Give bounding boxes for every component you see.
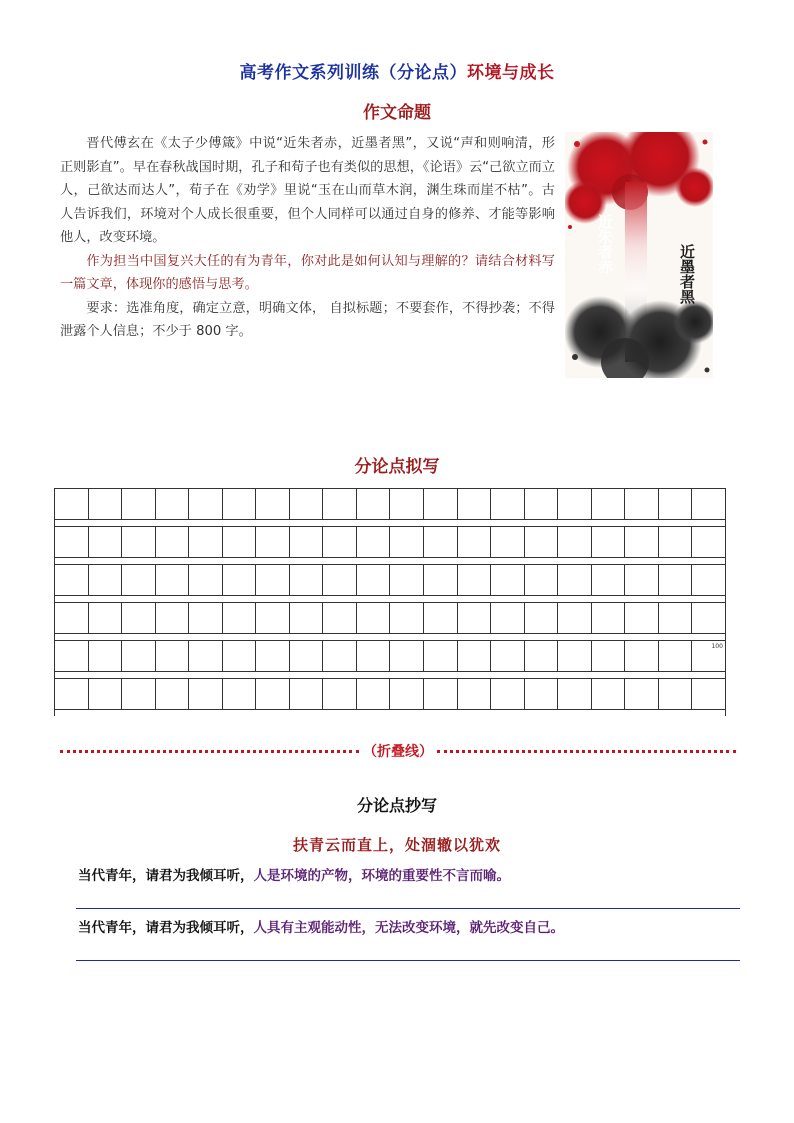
- grid-cell[interactable]: [692, 488, 725, 520]
- grid-cell[interactable]: [592, 602, 626, 634]
- grid-cell[interactable]: [692, 640, 725, 672]
- copy-quote: 扶青云而直上，处涸辙以犹欢: [292, 836, 501, 854]
- prompt-task: 作为担当中国复兴大任的有为青年，你对此是如何认知与理解的？请结合材料写 一篇文章，体现你的感悟与思考。: [60, 253, 555, 292]
- grid-cell[interactable]: [55, 488, 89, 520]
- grid-row: [54, 678, 726, 710]
- grid-cell[interactable]: [692, 564, 725, 596]
- word-count-mark: 100: [711, 643, 723, 650]
- grid-cell[interactable]: [89, 678, 123, 710]
- grid-cell[interactable]: [558, 602, 592, 634]
- grid-cell[interactable]: [525, 640, 559, 672]
- grid-cell[interactable]: [189, 488, 223, 520]
- grid-cell[interactable]: [256, 564, 290, 596]
- grid-row: [54, 602, 726, 634]
- grid-cell[interactable]: [156, 602, 190, 634]
- copy-line-1-rule: [76, 908, 740, 909]
- grid-cell[interactable]: [592, 564, 626, 596]
- grid-cell[interactable]: [156, 526, 190, 558]
- grid-cell[interactable]: [692, 678, 725, 710]
- grid-cell[interactable]: [189, 640, 223, 672]
- grid-cell[interactable]: [625, 488, 659, 520]
- grid-cell[interactable]: [323, 678, 357, 710]
- grid-cell[interactable]: [390, 488, 424, 520]
- grid-cell[interactable]: [424, 678, 458, 710]
- grid-cell[interactable]: [390, 602, 424, 634]
- prompt-text: [60, 132, 555, 344]
- grid-cell[interactable]: [156, 564, 190, 596]
- grid-cell[interactable]: [55, 526, 89, 558]
- copy-heading: 分论点抄写: [356, 796, 437, 815]
- grid-cell[interactable]: [290, 678, 324, 710]
- grid-cell[interactable]: [357, 678, 391, 710]
- grid-cell[interactable]: [55, 640, 89, 672]
- grid-cell[interactable]: [525, 602, 559, 634]
- fold-dots-right: [437, 750, 736, 753]
- grid-cell[interactable]: [223, 564, 257, 596]
- grid-cell[interactable]: [55, 678, 89, 710]
- grid-cell[interactable]: [659, 678, 693, 710]
- grid-cell[interactable]: [156, 488, 190, 520]
- grid-cell[interactable]: [491, 640, 525, 672]
- prompt-requirements: 要求：选准角度，确定立意，明确文体， 自拟标题；不要套作，不得抄袭；不得泄露个人信息；不少于 800 字。: [60, 300, 555, 339]
- grid-cell[interactable]: [558, 488, 592, 520]
- grid-cell[interactable]: [122, 602, 156, 634]
- grid-cell[interactable]: [625, 602, 659, 634]
- grid-cell[interactable]: [424, 488, 458, 520]
- grid-cell[interactable]: [189, 678, 223, 710]
- grid-cell[interactable]: [122, 488, 156, 520]
- grid-cell[interactable]: [592, 640, 626, 672]
- grid-cell[interactable]: [122, 564, 156, 596]
- grid-cell[interactable]: [256, 678, 290, 710]
- grid-cell[interactable]: [558, 526, 592, 558]
- title-topic: 环境与成长: [467, 63, 555, 83]
- title-series: 高考作文系列训练（分论点）: [239, 63, 467, 83]
- grid-cell[interactable]: [525, 526, 559, 558]
- fold-line: [60, 741, 736, 761]
- grid-cell[interactable]: [625, 564, 659, 596]
- grid-cell[interactable]: [525, 678, 559, 710]
- grid-cell[interactable]: [290, 526, 324, 558]
- fold-label: （折叠线）: [363, 744, 433, 760]
- copy-line-2-prefix: 当代青年，请君为我倾耳听，: [78, 920, 254, 936]
- grid-cell[interactable]: [491, 526, 525, 558]
- grid-cell[interactable]: [55, 602, 89, 634]
- grid-cell[interactable]: [424, 640, 458, 672]
- grid-cell[interactable]: [290, 640, 324, 672]
- grid-cell[interactable]: [424, 526, 458, 558]
- grid-cell[interactable]: [223, 640, 257, 672]
- grid-cell[interactable]: [290, 488, 324, 520]
- grid-cell[interactable]: [625, 678, 659, 710]
- grid-cell[interactable]: [592, 488, 626, 520]
- prompt-material: 晋代傅玄在《太子少傅箴》中说“近朱者赤，近墨者黑”，又说“声和则响清，形正则影直”。早在春秋战国时期，孔子和荀子也有类似的思想，《论语》云“己欲立而立人，己欲达而达人”，荀子在《劝学》里说“玉在山而草木润，渊生珠而崖不枯”。古人告诉我们，环境对个人成长很重要，但个人同样可以通过自身的修养、才能等影响他人，改变环境。: [60, 136, 555, 245]
- grid-cell[interactable]: [592, 678, 626, 710]
- grid-cell[interactable]: [89, 640, 123, 672]
- grid-cell[interactable]: [424, 602, 458, 634]
- grid-cell[interactable]: [357, 488, 391, 520]
- grid-cell[interactable]: [458, 602, 492, 634]
- grid-cell[interactable]: [692, 602, 725, 634]
- grid-cell[interactable]: [491, 564, 525, 596]
- grid-cell[interactable]: [659, 602, 693, 634]
- grid-cell[interactable]: [156, 678, 190, 710]
- grid-cell[interactable]: [659, 488, 693, 520]
- writing-grid[interactable]: [54, 488, 726, 716]
- artwork-text-right: 近墨者黑: [678, 244, 696, 304]
- grid-cell[interactable]: [323, 640, 357, 672]
- grid-cell[interactable]: [625, 526, 659, 558]
- grid-cell[interactable]: [89, 602, 123, 634]
- grid-cell[interactable]: [290, 602, 324, 634]
- document-title: [0, 58, 794, 83]
- grid-cell[interactable]: [525, 564, 559, 596]
- grid-cell[interactable]: [390, 526, 424, 558]
- grid-cell[interactable]: [491, 488, 525, 520]
- copy-line-1-prefix: 当代青年，请君为我倾耳听，: [78, 868, 254, 884]
- fold-dots-left: [60, 750, 359, 753]
- grid-cell[interactable]: [458, 640, 492, 672]
- artwork-text-left: 近朱者赤: [596, 214, 614, 274]
- grid-cell[interactable]: [256, 526, 290, 558]
- grid-cell[interactable]: [323, 602, 357, 634]
- grid-row: [54, 640, 726, 672]
- grid-cell[interactable]: [55, 564, 89, 596]
- grid-cell[interactable]: [357, 526, 391, 558]
- grid-cell[interactable]: [122, 640, 156, 672]
- grid-cell[interactable]: [323, 564, 357, 596]
- grid-cell[interactable]: [357, 602, 391, 634]
- grid-cell[interactable]: [223, 678, 257, 710]
- grid-cell[interactable]: [156, 640, 190, 672]
- grid-cell[interactable]: [424, 564, 458, 596]
- copy-line-2: [78, 916, 564, 936]
- grid-cell[interactable]: [491, 602, 525, 634]
- grid-cell[interactable]: [189, 564, 223, 596]
- prompt-heading: 作文命题: [363, 103, 431, 123]
- grid-cell[interactable]: [692, 526, 725, 558]
- grid-cell[interactable]: [592, 526, 626, 558]
- draft-heading: 分论点拟写: [354, 457, 440, 477]
- grid-cell[interactable]: [122, 526, 156, 558]
- copy-line-2-rule: [76, 960, 740, 961]
- grid-cell[interactable]: [558, 640, 592, 672]
- grid-cell[interactable]: [659, 640, 693, 672]
- grid-cell[interactable]: [390, 564, 424, 596]
- grid-cell[interactable]: [223, 488, 257, 520]
- grid-cell[interactable]: [256, 488, 290, 520]
- grid-cell[interactable]: [290, 564, 324, 596]
- grid-cell[interactable]: [89, 526, 123, 558]
- grid-cell[interactable]: [323, 488, 357, 520]
- grid-cell[interactable]: [89, 488, 123, 520]
- grid-cell[interactable]: [189, 526, 223, 558]
- grid-cell[interactable]: [357, 640, 391, 672]
- grid-cell[interactable]: [558, 564, 592, 596]
- grid-row: [54, 526, 726, 558]
- grid-cell[interactable]: [458, 488, 492, 520]
- grid-cell[interactable]: [390, 678, 424, 710]
- grid-cell[interactable]: [390, 640, 424, 672]
- grid-cell[interactable]: [357, 564, 391, 596]
- ink-artwork: [565, 132, 713, 378]
- grid-cell[interactable]: [323, 526, 357, 558]
- grid-cell[interactable]: [525, 488, 559, 520]
- grid-cell[interactable]: [659, 564, 693, 596]
- copy-line-2-text: 人具有主观能动性，无法改变环境，就先改变自己。: [253, 920, 564, 936]
- grid-cell[interactable]: [491, 678, 525, 710]
- grid-cell[interactable]: [256, 602, 290, 634]
- copy-line-1: [78, 864, 510, 884]
- grid-cell[interactable]: [458, 526, 492, 558]
- grid-cell[interactable]: [625, 640, 659, 672]
- grid-cell[interactable]: [256, 640, 290, 672]
- grid-cell[interactable]: [223, 602, 257, 634]
- grid-cell[interactable]: [189, 602, 223, 634]
- grid-row-gap: [54, 710, 726, 716]
- grid-cell[interactable]: [558, 678, 592, 710]
- grid-row: [54, 488, 726, 520]
- copy-line-1-text: 人是环境的产物，环境的重要性不言而喻。: [253, 868, 510, 884]
- grid-row: [54, 564, 726, 596]
- grid-cell[interactable]: [659, 526, 693, 558]
- grid-cell[interactable]: [223, 526, 257, 558]
- grid-cell[interactable]: [122, 678, 156, 710]
- grid-cell[interactable]: [458, 678, 492, 710]
- grid-cell[interactable]: [89, 564, 123, 596]
- grid-cell[interactable]: [458, 564, 492, 596]
